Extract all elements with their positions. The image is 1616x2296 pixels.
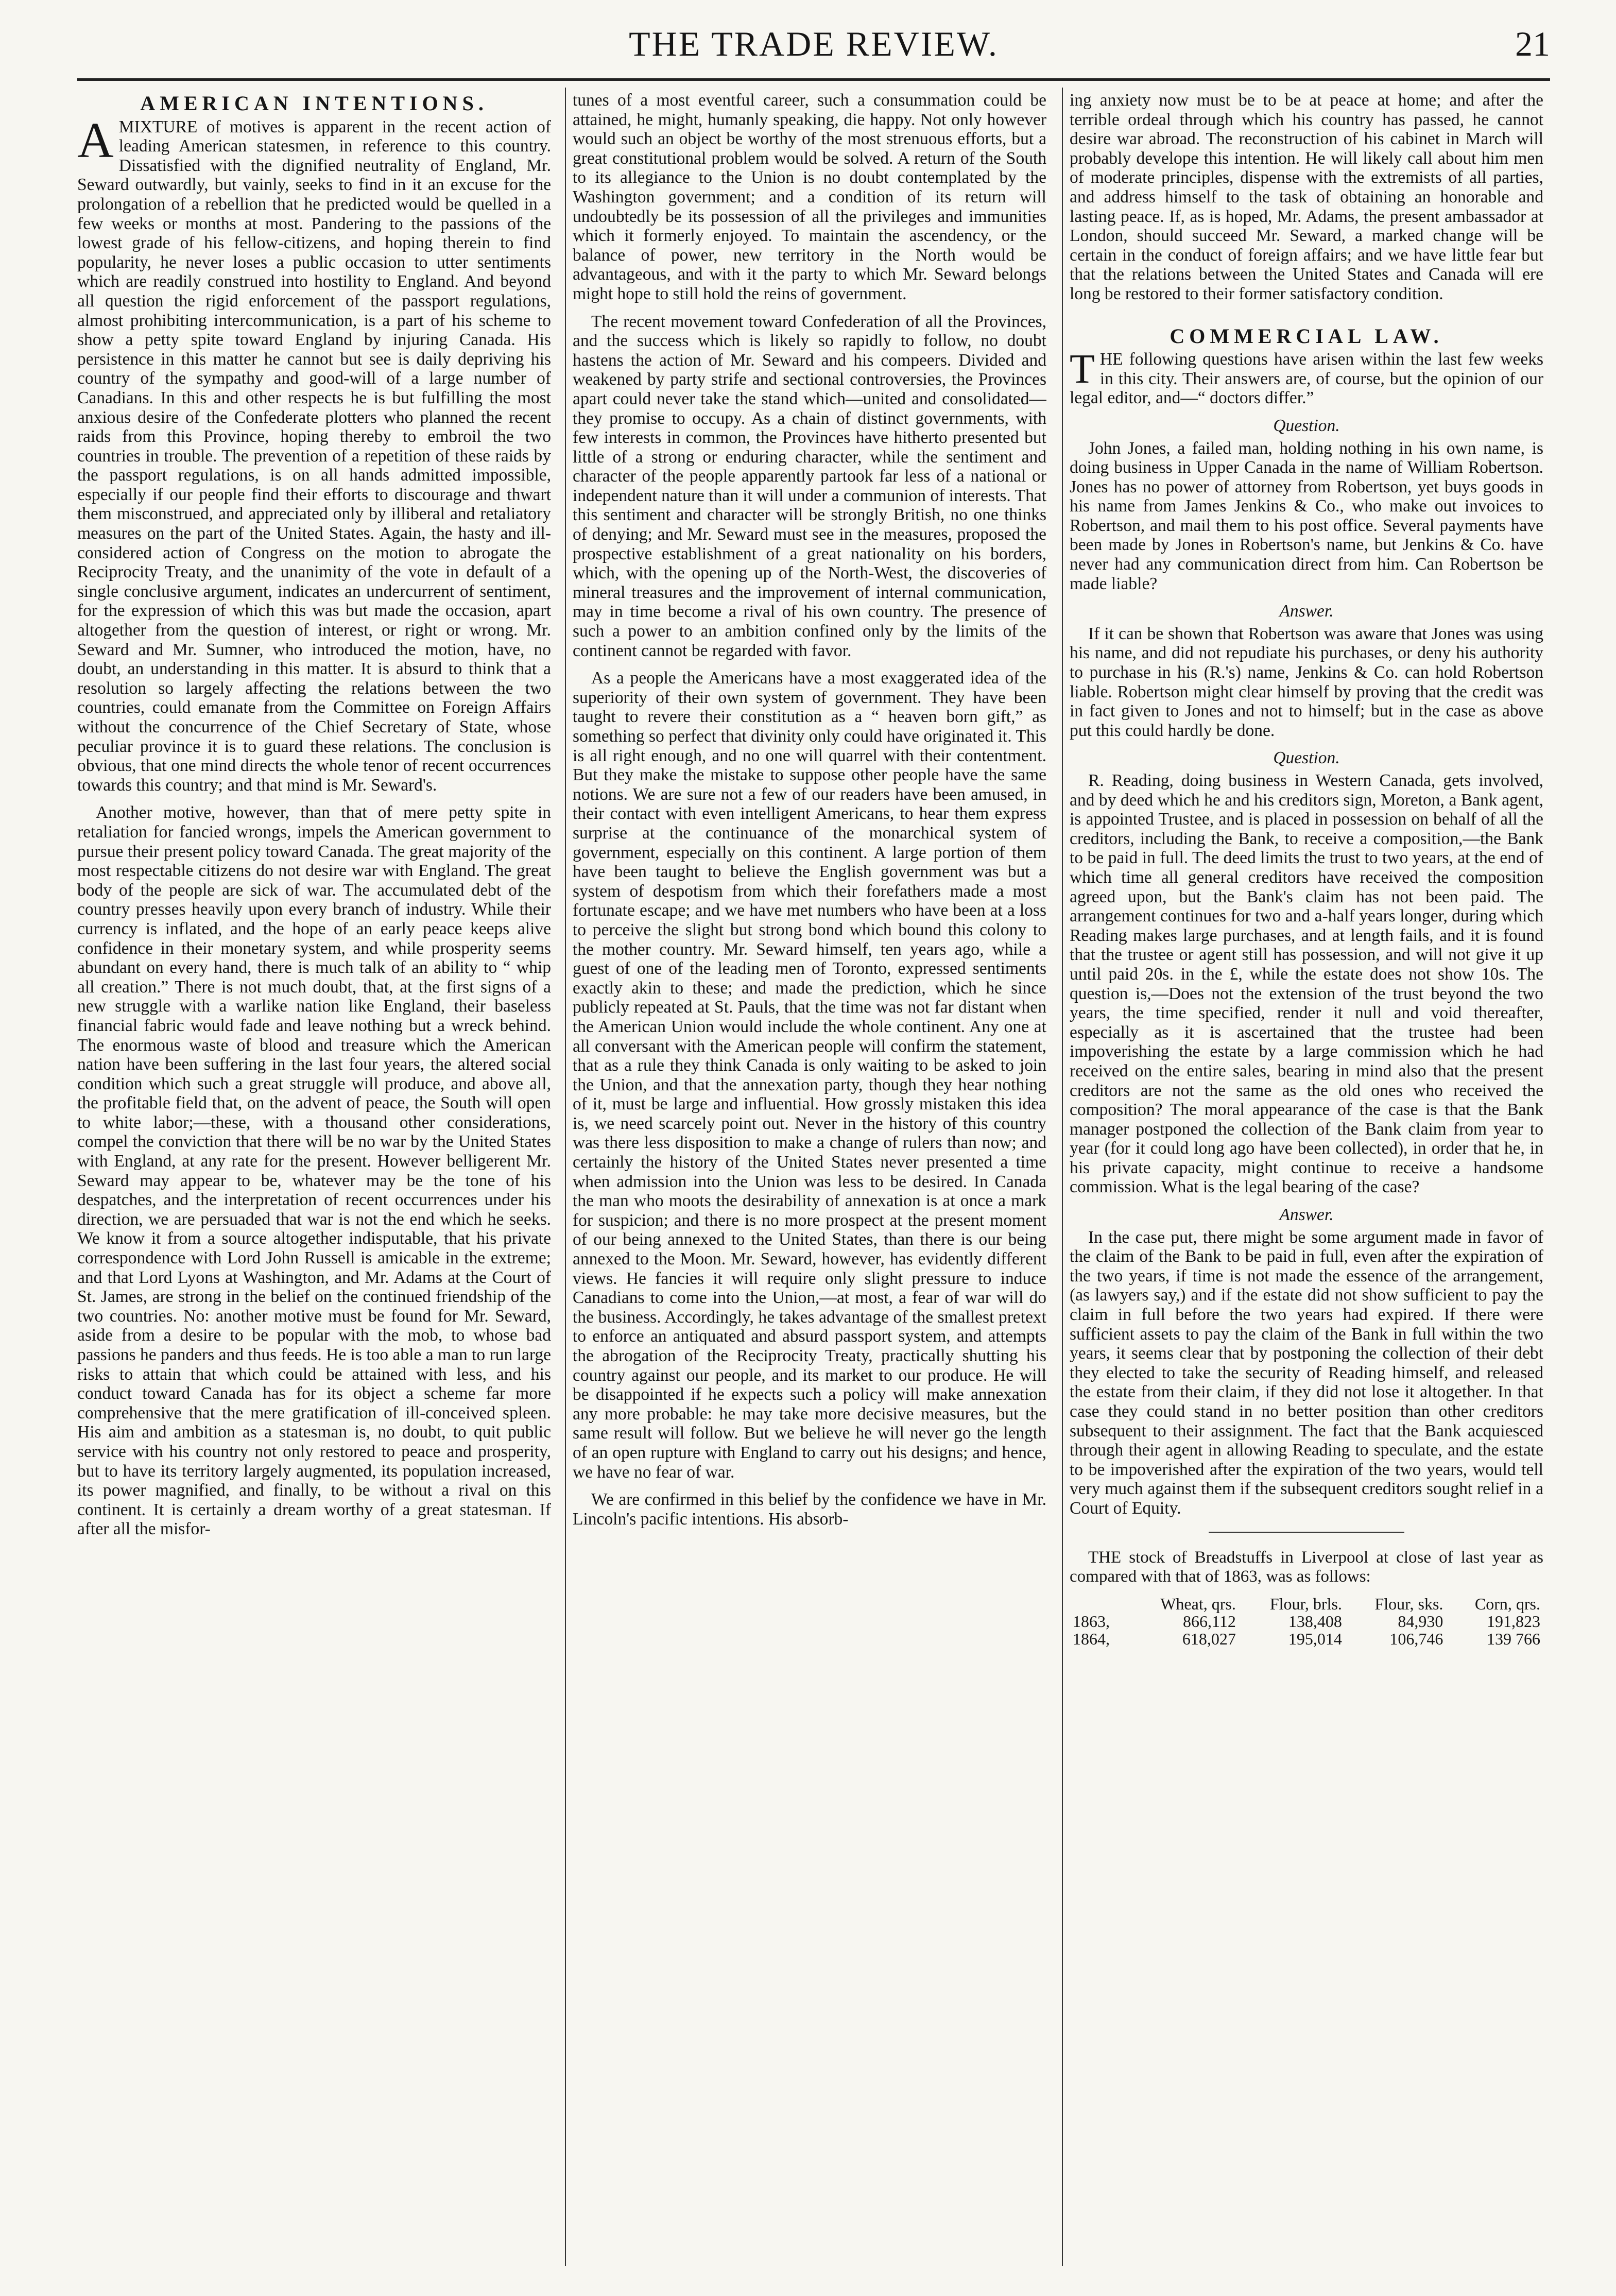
table-cell: 84,930 — [1398, 1612, 1443, 1631]
table-cell: 138,408 — [1288, 1612, 1342, 1631]
answer-label: Answer. — [1279, 602, 1334, 621]
table-cell: 139 766 — [1487, 1629, 1540, 1648]
masthead-title: THE TRADE REVIEW. — [629, 24, 999, 63]
table-row — [1070, 1613, 1543, 1630]
article-title-american-intentions: AMERICAN INTENTIONS. — [140, 92, 488, 115]
column-right — [1070, 91, 1543, 2261]
table-row — [1070, 1630, 1543, 1648]
question-label: Question. — [1273, 748, 1340, 768]
article-paragraph: tunes of a most eventful career, such a consummation could be attained, he might, humanly speaking, die happy. Not only however would such an object be worthy of the most strenuous efforts, but a great constitutional problem would be solved. A return of the South to its allegiance to the Union is no doubt contemplated by the Washington government; and a condition of its return will undoubtedly be its possession of all the privileges and immunities which it formerly enjoyed. To maintain the ascendency, or the balance of power, new territory in the North would be advantageous, and with it the party to which Mr. Seward belongs might hope to still hold the reins of government. — [573, 91, 1046, 303]
page-number: 21 — [1515, 24, 1550, 63]
table-header-cell: Flour, brls. — [1269, 1594, 1342, 1613]
table-header-cell: Flour, sks. — [1374, 1594, 1443, 1613]
column-divider — [565, 88, 566, 2266]
article-paragraph: We are confirmed in this belief by the confidence we have in Mr. Lincoln's pacific intentions. His absorb- — [573, 1490, 1046, 1529]
answer-text: If it can be shown that Robertson was aware that Jones was using his name, and did not repudiate his purchases, or deny his authority to purchase in his (R.'s) name, Jenkins & Co. can hold Robertson liable. Robertson might clear himself by proving that the credit was in fact given to Jones and not to himself; but in the case as above put this could hardly be done. — [1070, 624, 1543, 740]
table-header-cell: Wheat, qrs. — [1160, 1594, 1236, 1613]
answer-text: In the case put, there might be some argument made in favor of the claim of the Bank to be paid in full, even after the expiration of the two years, if time is not made the essence of the arrangement, (as lawyers say,) and if the estate did not show sufficient to pay the claim in full before the two years had expired. If there were sufficient assets to pay the claim of the Bank in full within the two years, it seems clear that by postponing the collection of their debt they elected to take the security of Reading himself, and released the estate from their claim, if they did not lose it altogether. In that case they could stand in no better position than other creditors subsequent to their assignment. The fact that the Bank acquiesced through their agent in allowing Reading to speculate, and the estate to be impoverished after the expiration of the two years, would tell very much against them if the subsequent creditors sought relief in a Court of Equity. — [1070, 1227, 1543, 1518]
stock-note: THE stock of Breadstuffs in Liverpool at close of last year as compared with that of 1863, was as follows: — [1070, 1548, 1543, 1586]
breadstuffs-table — [1070, 1595, 1543, 1648]
section-divider — [1209, 1532, 1404, 1533]
law-intro: THE following questions have arisen within the last few weeks in this city. Their answers are, of course, but the opinion of our legal editor, and—“ doctors differ.” — [1070, 347, 1543, 408]
article-paragraph: AMIXTURE of motives is apparent in the recent action of leading American statesmen, in reference to this country. Dissatisfied with the dignified neutrality of England, Mr. Seward outwardly, but vainly, seeks to find in it an excuse for the prolongation of a rebellion that he predicted would be quelled in a few weeks or months at most. Pandering to the passions of the lowest grade of his fellow-citizens, and hoping therein to find popularity, he never loses a public occasion to utter sentiments which are readily construed into hostility to England. And beyond all question the rigid enforcement of the passport regulations, almost prohibiting intercommunication, is a part of his scheme to show a petty spite toward England by injuring Canada. His persistence in this matter he cannot but see is daily depriving his country of the sympathy and good-will of a large number of Canadians. In this and other respects he is but fulfilling the most anxious desire of the Confederate plotters who planned the recent raids from this Province, hoping thereby to embroil the two countries in trouble. The prevention of a repetition of these raids by the passport regulations, is on all hands admitted impossible, especially if our people find their efforts to discourage and thwart them misconstrued, and appreciated only by illiberal and retaliatory measures on the part of the United States. Again, the hasty and ill-considered action of Congress on the motion to abrogate the Reciprocity Treaty, and the unanimity of the vote in default of a single conclusive argument, indicates an undercurrent of sentiment, for the expression of which this was but made the occasion, apart altogether from the question of interest, or right or wrong. Mr. Seward and Mr. Sumner, who introduced the motion, have, no doubt, an understanding in this matter. It is absurd to think that a resolution so largely affecting the relations between the two countries, could emanate from the Committee on Foreign Affairs without the concurrence of the Chief Secretary of State, whose peculiar province it is to guard these relations. The conclusion is obvious, that one mind directs the whole tenor of recent occurrences towards this country; and that mind is Mr. Seward's. — [77, 112, 551, 795]
table-header-row — [1070, 1595, 1543, 1613]
table-cell: 618,027 — [1182, 1629, 1236, 1648]
table-cell: 866,112 — [1183, 1612, 1236, 1631]
answer-label: Answer. — [1279, 1205, 1334, 1225]
table-cell: 191,823 — [1487, 1612, 1540, 1631]
table-header-cell: Corn, qrs. — [1474, 1594, 1540, 1613]
article-paragraph: Another motive, however, than that of mere petty spite in retaliation for fancied wrongs, impels the American government to pursue their present policy toward Canada. The great majority of the most respectable citizens do not desire war with England. The great body of the people are sick of war. The accumulated debt of the country presses heavily upon every branch of industry. While their currency is inflated, and the hope of an early peace keeps alive confidence in their monetary system, and while prosperity seems abundant on every hand, there is much talk of an ability to “ whip all creation.” There is not much doubt, that, at the first signs of a new struggle with a warlike nation like England, their baseless financial fabric would fade and leave nothing but a wreck behind. The enormous waste of blood and treasure which the American nation have been suffering in the last four years, the altered social condition which such a great struggle will produce, and above all, the profitable field that, on the advent of peace, the South will open to white labor;—these, with a thousand other considerations, compel the conviction that there will be no war by the United States with England, at any rate for the present. However belligerent Mr. Seward may appear to be, whatever may be the tone of his despatches, and the interpretation of recent occurrences under his direction, we are persuaded that war is not the end which he seeks. We know it from a source altogether indisputable, that his private correspondence with Lord John Russell is amicable in the extreme; and that Lord Lyons at Washington, and Mr. Adams at the Court of St. James, are strong in the belief on the continued friendship of the two countries. No: another motive must be found for Mr. Seward, aside from a desire to be popular with the mob, to whose bad passions he panders and thus feeds. He is too able a man to run large risks to attain that which could be attained with less, and his conduct toward Canada has for its object a scheme far more comprehensive that the mere gratification of ill-conceived spleen. His aim and ambition as a statesman is, no doubt, to quit public service with his country not only restored to peace and prosperity, but to have its territory largely augmented, its population increased, its power magnified, and finally, to be without a rival on this continent. It is certainly a dream worthy of a great statesman. If after all the misfor- — [77, 803, 551, 1539]
column-left — [77, 91, 551, 2261]
table-cell: 106,746 — [1389, 1629, 1443, 1648]
table-cell: 1864, — [1073, 1629, 1110, 1648]
column-divider — [1062, 88, 1063, 2266]
article-paragraph: ing anxiety now must be to be at peace at home; and after the terrible ordeal through which his country has passed, he cannot desire war abroad. The reconstruction of his cabinet in March will probably develope this intention. He will likely call about him men of moderate principles, dispense with the extremists of all parties, and address himself to the task of obtaining an honorable and lasting peace. If, as is hoped, Mr. Adams, the present ambassador at London, should succeed Mr. Seward, a marked change will be certain in the conduct of foreign affairs; and we have little fear but that the relations between the United States and Canada will ere long be restored to their former satisfactory condition. — [1070, 91, 1543, 303]
article-paragraph: The recent movement toward Confederation of all the Provinces, and the success which is likely so rapidly to follow, no doubt hastens the action of Mr. Seward and his compeers. Divided and weakened by party strife and sectional controversies, the Provinces apart could never take the stand which—united and consolidated—they promise to occupy. As a chain of distinct governments, with few interests in common, the Provinces have hitherto presented but little of a strong or enduring character, while the sentiment and character of the people apparently partook far less of a national or independent nature than it will under a communion of interests. That this sentiment and character will be strongly British, no one thinks of denying; and Mr. Seward must see in the measures, proposed the prospective establishment of a great nationality on his borders, which, with the opening up of the North-West, the discoveries of mineral treasures and the improvement of internal communication, may in time become a rival of his own country. The presence of such a power to an ambition confined only by the limits of the continent cannot be regarded with favor. — [573, 312, 1046, 660]
drop-cap: A — [77, 112, 114, 168]
question-text: R. Reading, doing business in Western Canada, gets involved, and by deed which he and his creditors sign, Moreton, a Bank agent, is appointed Trustee, and is placed in possession on behalf of all the creditors, including the Bank, to receive a composition,—the Bank to be paid in full. The deed limits the trust to two years, at the end of which time all general creditors have received the composition agreed upon, but the Bank's claim has not been paid. The arrangement continues for two and a-half years longer, during which Reading makes large purchases, and at length fails, and it is found that the trustee or agent still has possession, and will not give it up until paid 20s. in the £, while the estate does not show 10s. The question is,—Does not the extension of the trust beyond the two years, the time specified, render it null and void thereafter, especially as it is ascertained that the trustee had been impoverishing the estate by a large commission which he had received on the entire sales, bearing in mind also that the present creditors are not the same as the old ones who received the composition? The moral appearance of the case is that the Bank manager postponed the collection of the Bank claim from year to year (for it could long ago have been collected), in order that he, in his private capacity, might continue to receive a handsome commission. What is the legal bearing of the case? — [1070, 771, 1543, 1197]
header-rule — [77, 78, 1550, 81]
drop-cap: T — [1070, 347, 1095, 392]
page-header — [77, 24, 1550, 70]
article-title-commercial-law: COMMERCIAL LAW. — [1170, 324, 1443, 348]
table-cell: 195,014 — [1288, 1629, 1342, 1648]
article-paragraph: As a people the Americans have a most exaggerated idea of the superiority of their own system of government. They have been taught to revere their constitution as a “ heaven born gift,” as something so perfect that divinity only could have originated it. This is all right enough, and no one will quarrel with their contentment. But they make the mistake to suppose other people have the same notions. We are sure not a few of our readers have been amused, in their contact with even intelligent Americans, to hear them express surprise at the continuance of the monarchical system of government, especially on this continent. A large portion of them have been taught to believe the English government was but a system of despotism from which their forefathers made a most fortunate escape; and we have met numbers who have been at a loss to perceive the slight but strong bond which bound this colony to the mother country. Mr. Seward himself, ten years ago, while a guest of one of the leading men of Toronto, expressed sentiments exactly akin to these; and made the prediction, which he since publicly repeated at St. Pauls, that the time was not far distant when the American Union would include the whole continent. Any one at all conversant with the American people will confirm the statement, that as a rule they think Canada is only waiting to be asked to join the Union, and that the annexation party, though they hear nothing of it, must be large and influential. How grossly mistaken this idea is, we need scarcely point out. Never in the history of this country was there less disposition to make a change of rulers than now; and certainly the history of the United States never presented a time when admission into the Union was less to be desired. In Canada the man who moots the desirability of annexation is at once a mark for suspicion; and there is no more prospect at the present moment of our being annexed to the United States, than there is our being annexed to the Moon. Mr. Seward, however, has evidently different views. He fancies it will require only slight pressure to induce Canadians to come into the Union,—at most, a fear of war will do the business. Accordingly, he takes advantage of the smallest pretext to enforce an antiquated and absurd passport system, and attempts the abrogation of the Reciprocity Treaty, practically shutting his country against our people, and its market to our produce. He will be disappointed if he expects such a policy will make annexation any more probable: he may take more decisive measures, but the same result will follow. But we believe he will never go the length of an open rupture with England to carry out his designs; and hence, we have no fear of war. — [573, 669, 1046, 1482]
table-header-cell — [1070, 1595, 1128, 1613]
table-cell: 1863, — [1073, 1612, 1110, 1631]
question-text: John Jones, a failed man, holding nothing in his own name, is doing business in Upper Canada in the name of William Robertson. Jones has no power of attorney from Robertson, yet buys goods in his name from James Jenkins & Co., who make out invoices to Robertson, and mail them to his post office. Several payments have been made by Jones in Robertson's name, but Jenkins & Co. have never had any communication direct from him. Can Robertson be made liable? — [1070, 438, 1543, 593]
question-label: Question. — [1273, 416, 1340, 435]
column-middle — [573, 91, 1046, 2261]
